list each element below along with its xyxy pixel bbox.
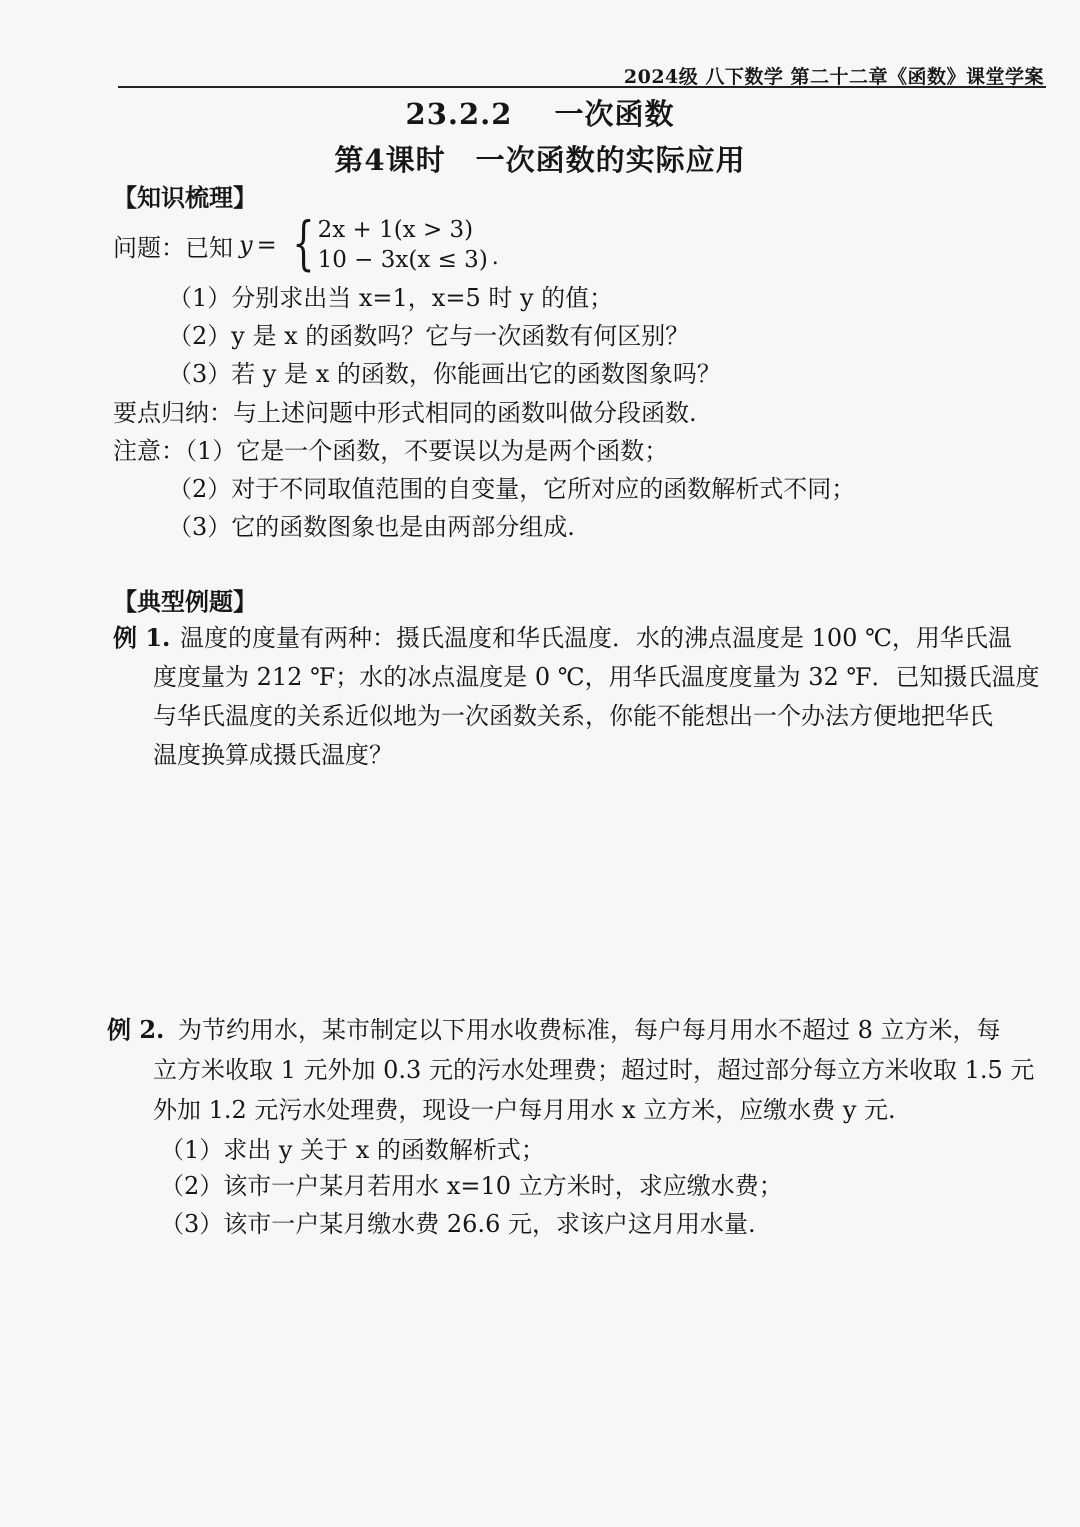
lesson-title <box>0 138 1080 179</box>
section-name: 一次函数 <box>554 97 675 131</box>
function-variable: y <box>239 231 253 259</box>
case-end: . <box>491 245 499 270</box>
example-2-text: 外加 1.2 元污水处理费，现设一户每月用水 x 立方米，应缴水费 y 元. <box>153 1096 896 1124</box>
section-title <box>0 92 1080 133</box>
piecewise-cases <box>318 215 488 275</box>
knowledge-heading: 【知识梳理】 <box>113 183 257 212</box>
example-2-question: （2）该市一户某月若用水 x=10 立方米时，求应缴水费； <box>160 1172 783 1200</box>
example-2-text: 立方米收取 1 元外加 0.3 元的污水处理费；超过时，超过部分每立方米收取 1.5 元 <box>153 1056 1035 1084</box>
note-item: （1）它是一个函数，不要误以为是两个函数； <box>185 437 669 465</box>
notes-label: 注意： <box>113 437 185 465</box>
notes-first-line <box>113 435 668 467</box>
section-number: 23.2.2 <box>405 97 513 131</box>
examples-heading: 【典型例题】 <box>113 587 257 616</box>
example-2-text: 为节约用水，某市制定以下用水收费标准，每户每月用水不超过 8 立方米，每 <box>178 1016 1001 1044</box>
example-2-question: （3）该市一户某月缴水费 26.6 元，求该户这月用水量. <box>160 1210 756 1238</box>
example-1-text: 与华氏温度的关系近似地为一次函数关系，你能不能想出一个办法方便地把华氏 <box>153 702 993 730</box>
example-1-text: 温度的度量有两种：摄氏温度和华氏温度．水的沸点温度是 100 ℃，用华氏温 <box>180 624 1012 652</box>
question-item: （2）y 是 x 的函数吗？它与一次函数有何区别？ <box>168 322 690 350</box>
example-1-text: 温度换算成摄氏温度？ <box>153 741 393 769</box>
example-2-question: （1）求出 y 关于 x 的函数解析式； <box>160 1136 545 1164</box>
case-one: 2x + 1(x > 3) <box>317 217 474 243</box>
lesson-name: 一次函数的实际应用 <box>475 143 746 177</box>
question-item: （1）分别求出当 x=1，x=5 时 y 的值； <box>168 284 614 312</box>
problem-label: 问题：已知 <box>113 233 233 262</box>
header-divider <box>118 86 1046 88</box>
example-2-label: 例 2. <box>107 1015 165 1044</box>
example-1-text: 度度量为 212 ℉；水的冰点温度是 0 ℃，用华氏温度度量为 32 ℉．已知摄氏温度 <box>153 663 1040 691</box>
piecewise-function <box>113 209 499 277</box>
lesson-number: 第4课时 <box>334 143 446 177</box>
key-summary: 要点归纳：与上述问题中形式相同的函数叫做分段函数. <box>113 399 697 427</box>
left-brace-icon: { <box>292 209 315 277</box>
example-1-label: 例 1. <box>113 623 171 652</box>
note-item: （2）对于不同取值范围的自变量，它所对应的函数解析式不同； <box>168 475 856 503</box>
course-header: 2024级 八下数学 第二十二章《函数》课堂学案 <box>623 66 1044 88</box>
note-item: （3）它的函数图象也是由两部分组成. <box>168 513 575 541</box>
question-item: （3）若 y 是 x 的函数，你能画出它的函数图象吗？ <box>168 360 721 388</box>
case-two: 10 − 3x(x ≤ 3) <box>317 247 488 273</box>
equals-sign: = <box>256 231 277 259</box>
